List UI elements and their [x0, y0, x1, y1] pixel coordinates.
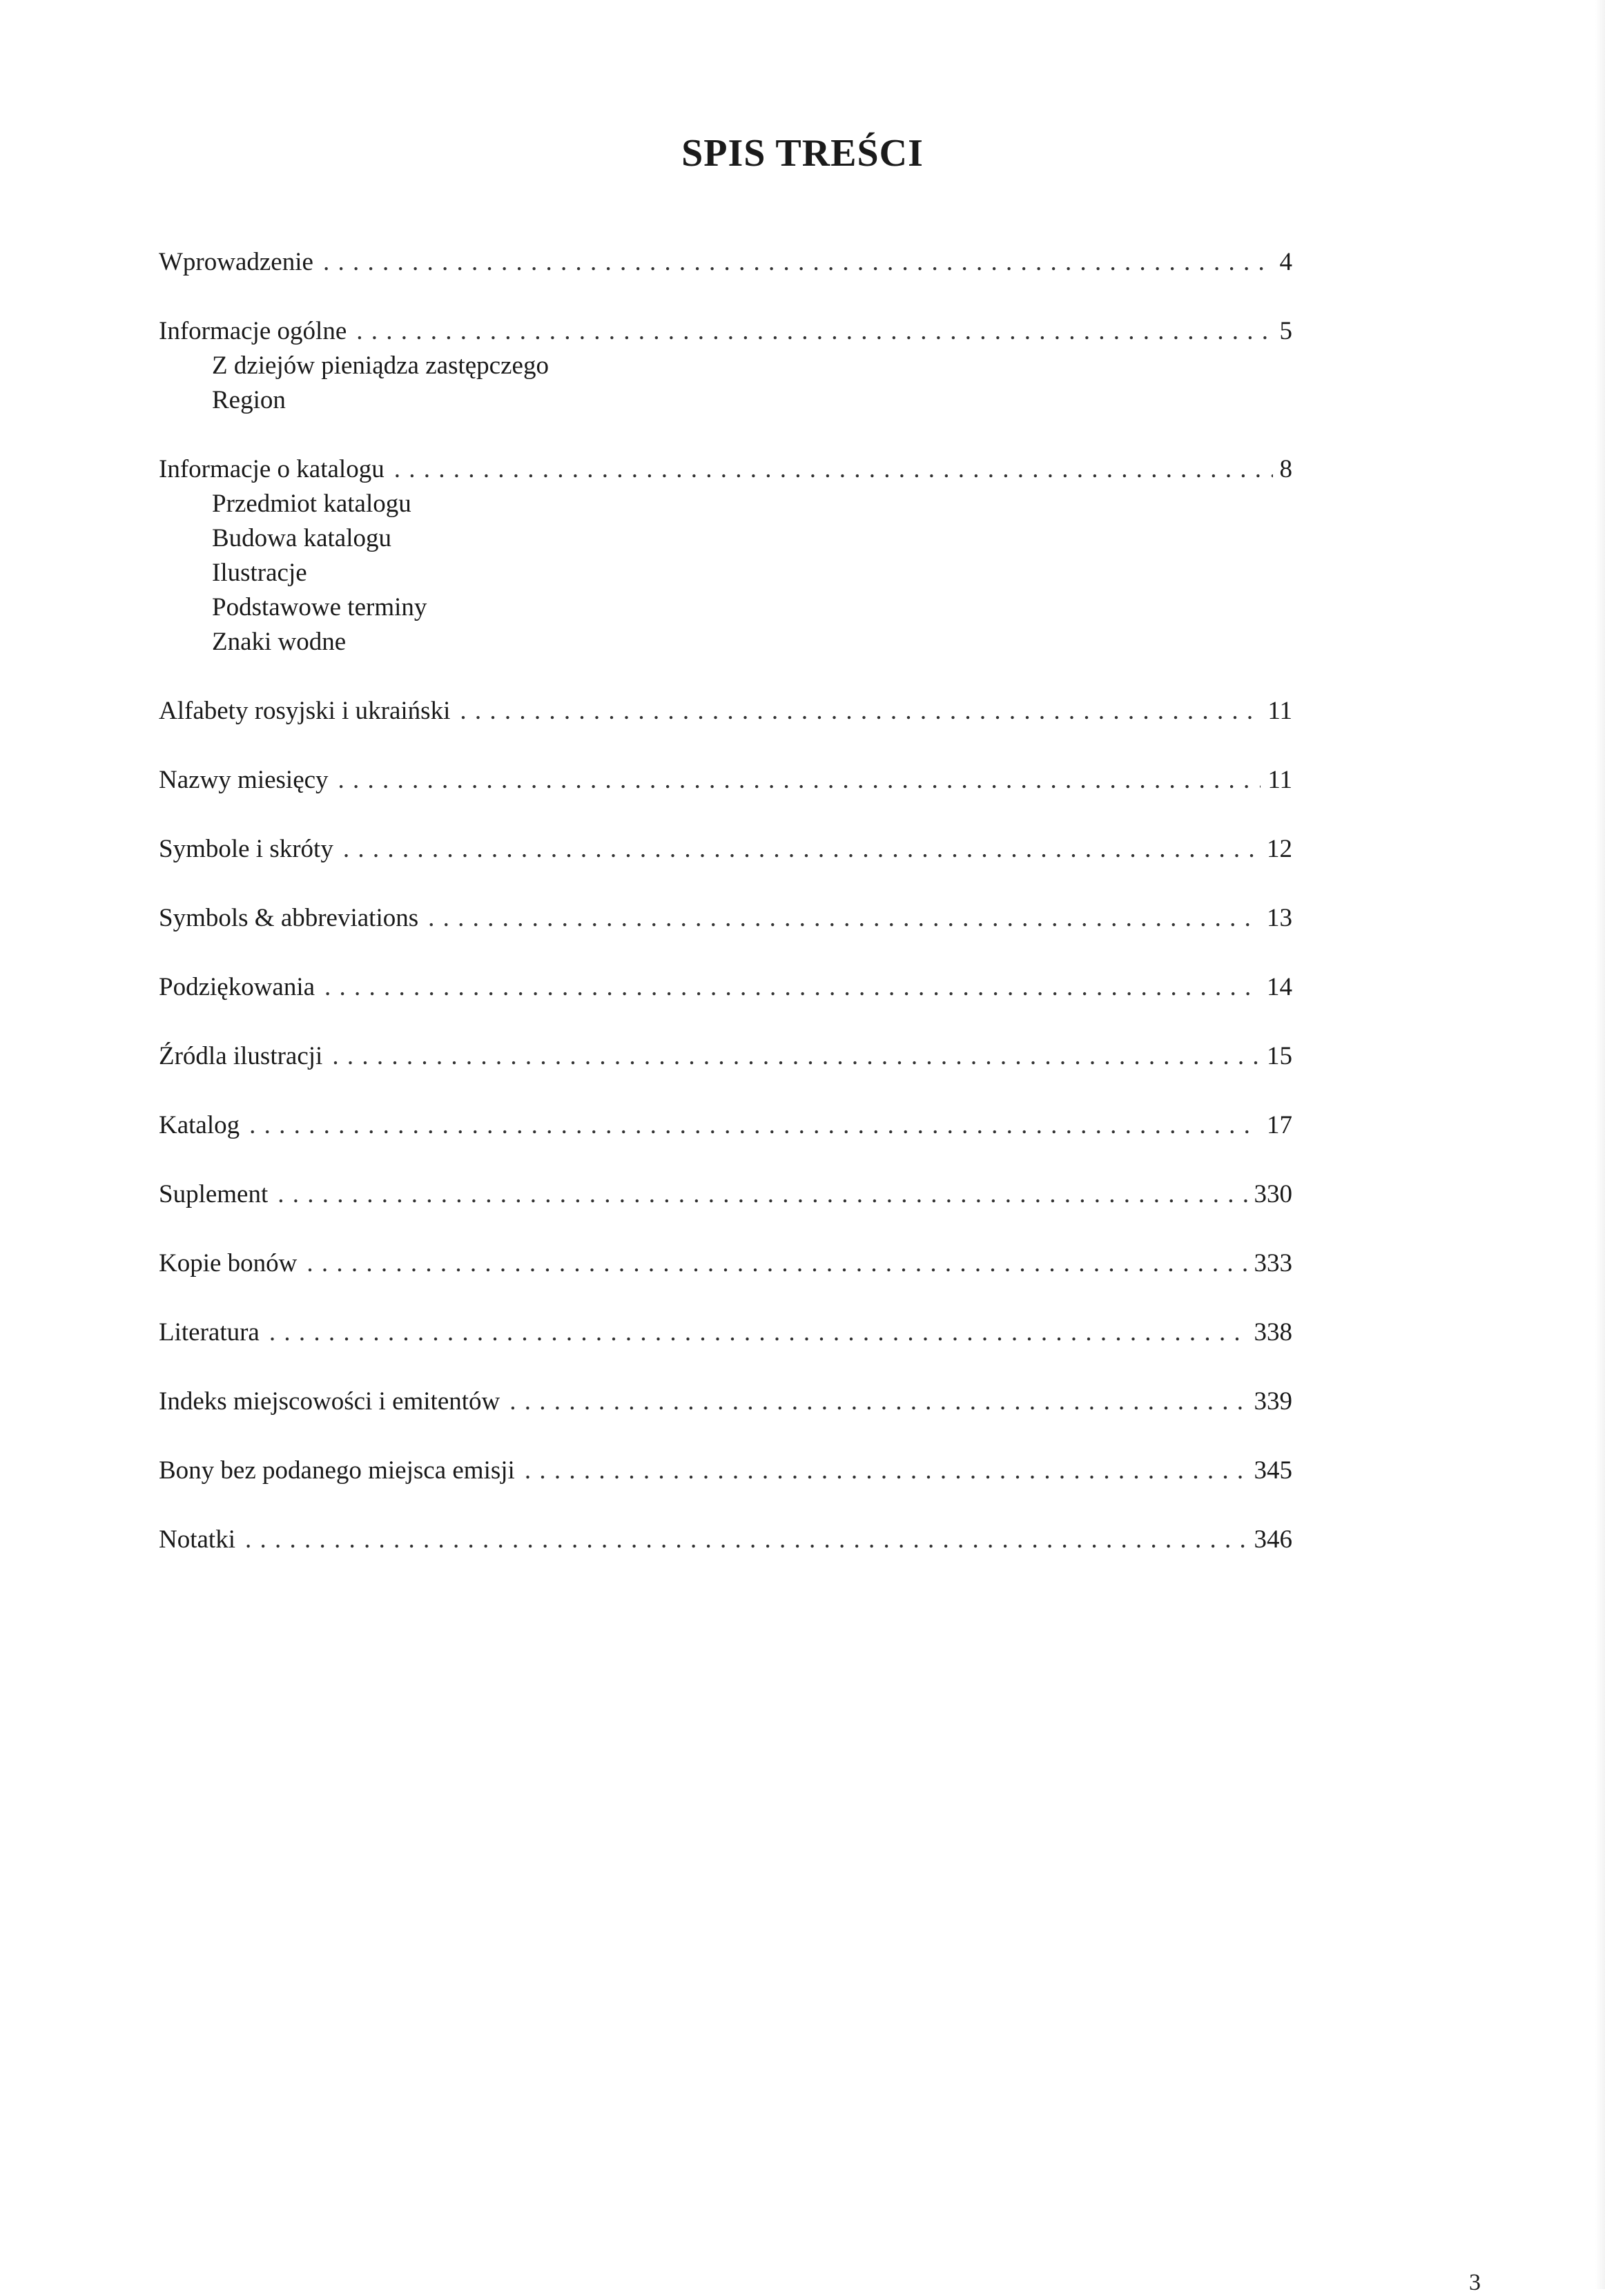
dot-leader [394, 452, 1273, 487]
dot-leader [307, 1246, 1247, 1281]
dot-leader [323, 245, 1273, 280]
toc-entry-label: Bony bez podanego miejsca emisji [159, 1456, 515, 1485]
toc-entry [159, 901, 1292, 936]
toc-entry-page-number: 11 [1267, 766, 1292, 794]
toc-entry-page-number: 330 [1254, 1180, 1292, 1208]
toc-subentry: Znaki wodne [212, 628, 347, 656]
toc-entry [159, 1385, 1292, 1419]
toc-entry-page-number: 345 [1254, 1456, 1292, 1485]
dot-leader [525, 1454, 1247, 1488]
toc-entry-label: Suplement [159, 1180, 269, 1208]
toc-entry-page-number: 11 [1267, 697, 1292, 725]
toc-entry [159, 763, 1292, 798]
toc-subentry: Przedmiot katalogu [212, 490, 411, 518]
toc-subentry: Ilustracje [212, 559, 307, 587]
toc-entry-label: Nazwy miesięcy [159, 766, 329, 794]
toc-entry [159, 452, 1292, 487]
toc-entry [159, 1315, 1292, 1350]
toc-entry [159, 832, 1292, 867]
toc-entry [159, 694, 1292, 729]
toc-entry [159, 245, 1292, 280]
dot-leader [269, 1315, 1247, 1350]
toc-entry-page-number: 338 [1254, 1318, 1292, 1347]
toc-entry-label: Alfabety rosyjski i ukraiński [159, 697, 451, 725]
toc-entry-label: Symbols & abbreviations [159, 904, 419, 932]
toc-entry-page-number: 13 [1267, 904, 1292, 932]
toc-entry-page-number: 5 [1279, 317, 1292, 345]
dot-leader [249, 1108, 1260, 1143]
toc-entry [159, 1523, 1292, 1557]
toc-entry-label: Katalog [159, 1111, 240, 1139]
toc-entry [159, 1454, 1292, 1488]
toc-entry-label: Źródla ilustracji [159, 1042, 323, 1070]
toc-entry-page-number: 346 [1254, 1525, 1292, 1554]
dot-leader [245, 1523, 1247, 1557]
toc-entry-label: Wprowadzenie [159, 248, 313, 276]
toc-entry-page-number: 15 [1267, 1042, 1292, 1070]
dot-leader [338, 763, 1261, 798]
toc-entry [159, 1108, 1292, 1143]
dot-leader [343, 832, 1260, 867]
page-title: SPIS TREŚCI [681, 132, 924, 175]
dot-leader [509, 1385, 1247, 1419]
toc-subentry: Podstawowe terminy [212, 593, 427, 621]
toc-entry-label: Symbole i skróty [159, 835, 333, 863]
toc-entry-label: Indeks miejscowości i emitentów [159, 1387, 500, 1416]
toc-entry-page-number: 333 [1254, 1249, 1292, 1277]
dot-leader [332, 1039, 1260, 1074]
toc-subentry: Z dziejów pieniądza zastępczego [212, 351, 549, 380]
toc-entry [159, 314, 1292, 349]
toc-subentry: Region [212, 386, 286, 414]
toc-entry-page-number: 12 [1267, 835, 1292, 863]
toc-entry-label: Informacje ogólne [159, 317, 347, 345]
toc-entry [159, 970, 1292, 1005]
toc-entry [159, 1246, 1292, 1281]
dot-leader [324, 970, 1260, 1005]
toc-entry-label: Literatura [159, 1318, 260, 1347]
dot-leader [428, 901, 1260, 936]
toc-entry-page-number: 8 [1279, 455, 1292, 483]
toc-entry-label: Notatki [159, 1525, 235, 1554]
toc-entry-page-number: 17 [1267, 1111, 1292, 1139]
dot-leader [460, 694, 1261, 729]
toc-entry [159, 1039, 1292, 1074]
toc-entry [159, 1177, 1292, 1212]
toc-entry-page-number: 339 [1254, 1387, 1292, 1416]
toc-entry-label: Kopie bonów [159, 1249, 298, 1277]
toc-subentry: Budowa katalogu [212, 524, 391, 552]
toc-entry-label: Podziękowania [159, 973, 315, 1001]
dot-leader [278, 1177, 1247, 1212]
toc-entry-page-number: 4 [1279, 248, 1292, 276]
page-number: 3 [1469, 2270, 1481, 2295]
page-edge-shadow [1595, 0, 1605, 2289]
toc-entry-label: Informacje o katalogu [159, 455, 385, 483]
toc-entry-page-number: 14 [1267, 973, 1292, 1001]
dot-leader [356, 314, 1272, 349]
